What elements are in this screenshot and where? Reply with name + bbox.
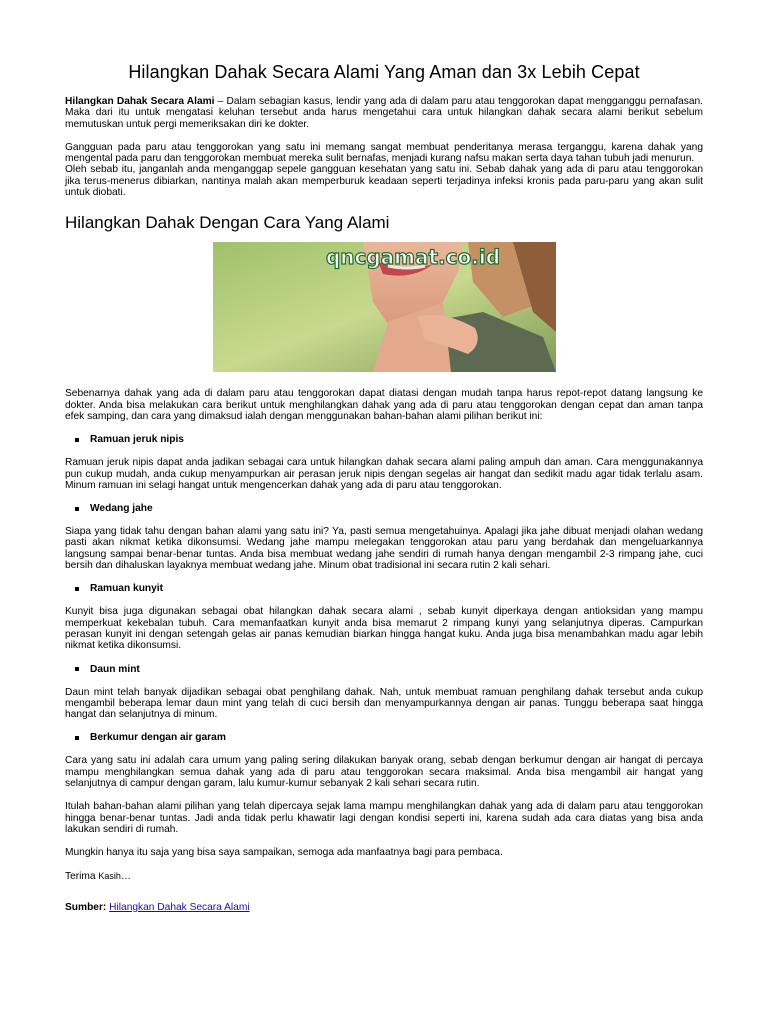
thanks-ellipsis: … bbox=[120, 870, 132, 882]
thanks-kasih: Kasih bbox=[98, 870, 121, 881]
bullet-label: Berkumur dengan air garam bbox=[90, 732, 226, 744]
source-link[interactable]: Hilangkan Dahak Secara Alami bbox=[109, 901, 250, 913]
intro-text: Dalam sebagian kasus, lendir yang ada di dalam paru atau tenggorokan dapat mengganggu pernafasan. Maka dari itu untuk mengatasi keluhan tersebut anda harus mengetahui cara untuk hilangkan dahak secara alami berikut sebelum memutuskan untuk pergi memeriksakan diri ke dokter. bbox=[65, 96, 703, 130]
article-image bbox=[213, 242, 556, 372]
closing-wish: Mungkin hanya itu saja yang bisa saya sampaikan, semoga ada manfaatnya bagi para pembaca. bbox=[65, 847, 503, 859]
intro-dash: – bbox=[214, 96, 227, 107]
paragraph-3: Oleh sebab itu, janganlah anda menganggap sepele gangguan kesehatan yang satu ini. Sebab dahak yang ada di paru atau tenggorokan jika terus-menerus dibiarkan, nantinya malah akan memperburuk keadaan seperti terjadinya infeksi kronis pada paru-paru yang akan sulit untuk diobati. bbox=[65, 164, 703, 199]
bullet-label: Daun mint bbox=[90, 663, 140, 675]
thanks-line bbox=[65, 871, 703, 882]
bullet-item bbox=[75, 732, 703, 743]
bullet-icon bbox=[75, 438, 79, 442]
paragraph-4: Sebenarnya dahak yang ada di dalam paru atau tenggorokan dapat diatasi dengan mudah tanpa harus repot-repot datang langsung ke dokter. Anda bisa melakukan cara berikut untuk menghilangkan dahak yang ada di paru atau tenggorokan dengan cepat dan aman tanpa efek samping, dan cara yang dimaksud ialah dengan menggunakan bahan-bahan alami pilihan berikut ini: bbox=[65, 388, 703, 422]
thanks-word: Terima bbox=[65, 870, 99, 882]
intro-paragraph bbox=[65, 96, 703, 130]
bullet-item bbox=[75, 434, 703, 445]
bullet-text: Cara yang satu ini adalah cara umum yang paling sering dilakukan banyak orang, sebab dengan berkumur dengan air hangat di percaya mampu menghilangkan semua dahak yang ada di paru atau tenggorokan secara maksimal. Anda bisa mengambil air hangat yang selanjutnya di campur dengan garam, lalu kumur-kumur sebanyak 2 kali sehari secara rutin. bbox=[65, 755, 703, 790]
bullet-icon bbox=[75, 736, 79, 740]
closing-paragraph: Itulah bahan-bahan alami pilihan yang telah dipercaya sejak lama mampu menghilangkan dahak yang ada di dalam paru atau tenggorokan hingga benar-benar tuntas. Jadi anda tidak perlu khawatir lagi dengan kondisi seperti ini, karena sudah ada cara diatas yang bisa anda lakukan sendiri di rumah. bbox=[65, 801, 703, 835]
intro-lead: Hilangkan Dahak Secara Alami bbox=[65, 96, 215, 107]
bullet-item bbox=[75, 503, 703, 514]
bullet-label: Ramuan kunyit bbox=[90, 583, 164, 595]
bullet-item bbox=[75, 664, 703, 675]
bullet-item bbox=[75, 583, 703, 594]
page-title: Hilangkan Dahak Secara Alami Yang Aman dan 3x Lebih Cepat bbox=[128, 62, 640, 82]
bullet-icon bbox=[75, 507, 79, 511]
paragraph-2: Gangguan pada paru atau tenggorokan yang satu ini memang sangat membuat penderitanya merasa terganggu, karena dahak yang mengental pada paru dan tenggorokan membuat mereka sulit bernafas, menjadi kurang nafsu makan serta daya tahan tubuh jadi menurun. bbox=[65, 141, 703, 165]
bullet-label: Wedang jahe bbox=[90, 503, 153, 515]
section-heading: Hilangkan Dahak Dengan Cara Yang Alami bbox=[65, 213, 390, 233]
article bbox=[65, 62, 703, 925]
image-watermark: qncgamat.co.id bbox=[325, 246, 500, 270]
source-line bbox=[65, 902, 703, 913]
watermark-layer bbox=[213, 246, 556, 270]
bullet-text: Daun mint telah banyak dijadikan sebagai obat penghilang dahak. Nah, untuk membuat ramuan penghilang dahak tersebut anda cukup mengambil beberapa lemar daun mint yang telah di cuci bersih dan menyampurkannya dengan air panas. Tunggu beberapa saat hingga hangat dan selanjutnya di minum. bbox=[65, 686, 703, 721]
bullet-icon bbox=[75, 667, 79, 671]
bullet-text: Kunyit bisa juga digunakan sebagai obat hilangkan dahak secara alami , sebab kunyit diperkaya dengan antioksidan yang mampu memperkuat kekebalan tubuh. Cara memanfaatkan kunyit anda bisa memarut 2 rimpang kunyi yang selanjutnya diperas. Campurkan perasan kunyit ini dengan setengah gelas air panas kemudian biarkan hingga hangat kuku. Anda juga bisa menambahkan madu agar lebih nikmat ketika dikonsumsi. bbox=[65, 606, 703, 652]
bullet-text: Ramuan jeruk nipis dapat anda jadikan sebagai cara untuk hilangkan dahak secara alami paling ampuh dan aman. Cara menggunakannya pun cukup mudah, anda cukup menyampurkan air perasan jeruk nipis dengan segelas air hangat dan sedikit madu agar tidak terlalu asam. Minum ramuan ini selagi hangat untuk mengencerkan dahak yang ada di paru atau tenggorokan. bbox=[65, 457, 703, 491]
bullet-text: Siapa yang tidak tahu dengan bahan alami yang satu ini? Ya, pasti semua mengetahuinya. Apalagi jika jahe dibuat menjadi olahan wedang pasti akan nikmat ketika dikonsumsi. Wedang jahe mampu melegakan tenggorokan atau paru yang berdahak dan mengeluarkannya langsung sampai benar-benar tuntas. Anda bisa membuat wedang jahe sendiri di rumah hanya dengan mengambil 2-3 rimpang jahe, cuci bersih dan dihaluskan layaknya membuat wedang jahe. Minum obat tradisional ini secara rutin 2 kali sehari. bbox=[65, 526, 703, 572]
bullet-icon bbox=[75, 587, 79, 591]
bullet-label: Ramuan jeruk nipis bbox=[90, 434, 184, 446]
source-label: Sumber: bbox=[65, 901, 110, 913]
